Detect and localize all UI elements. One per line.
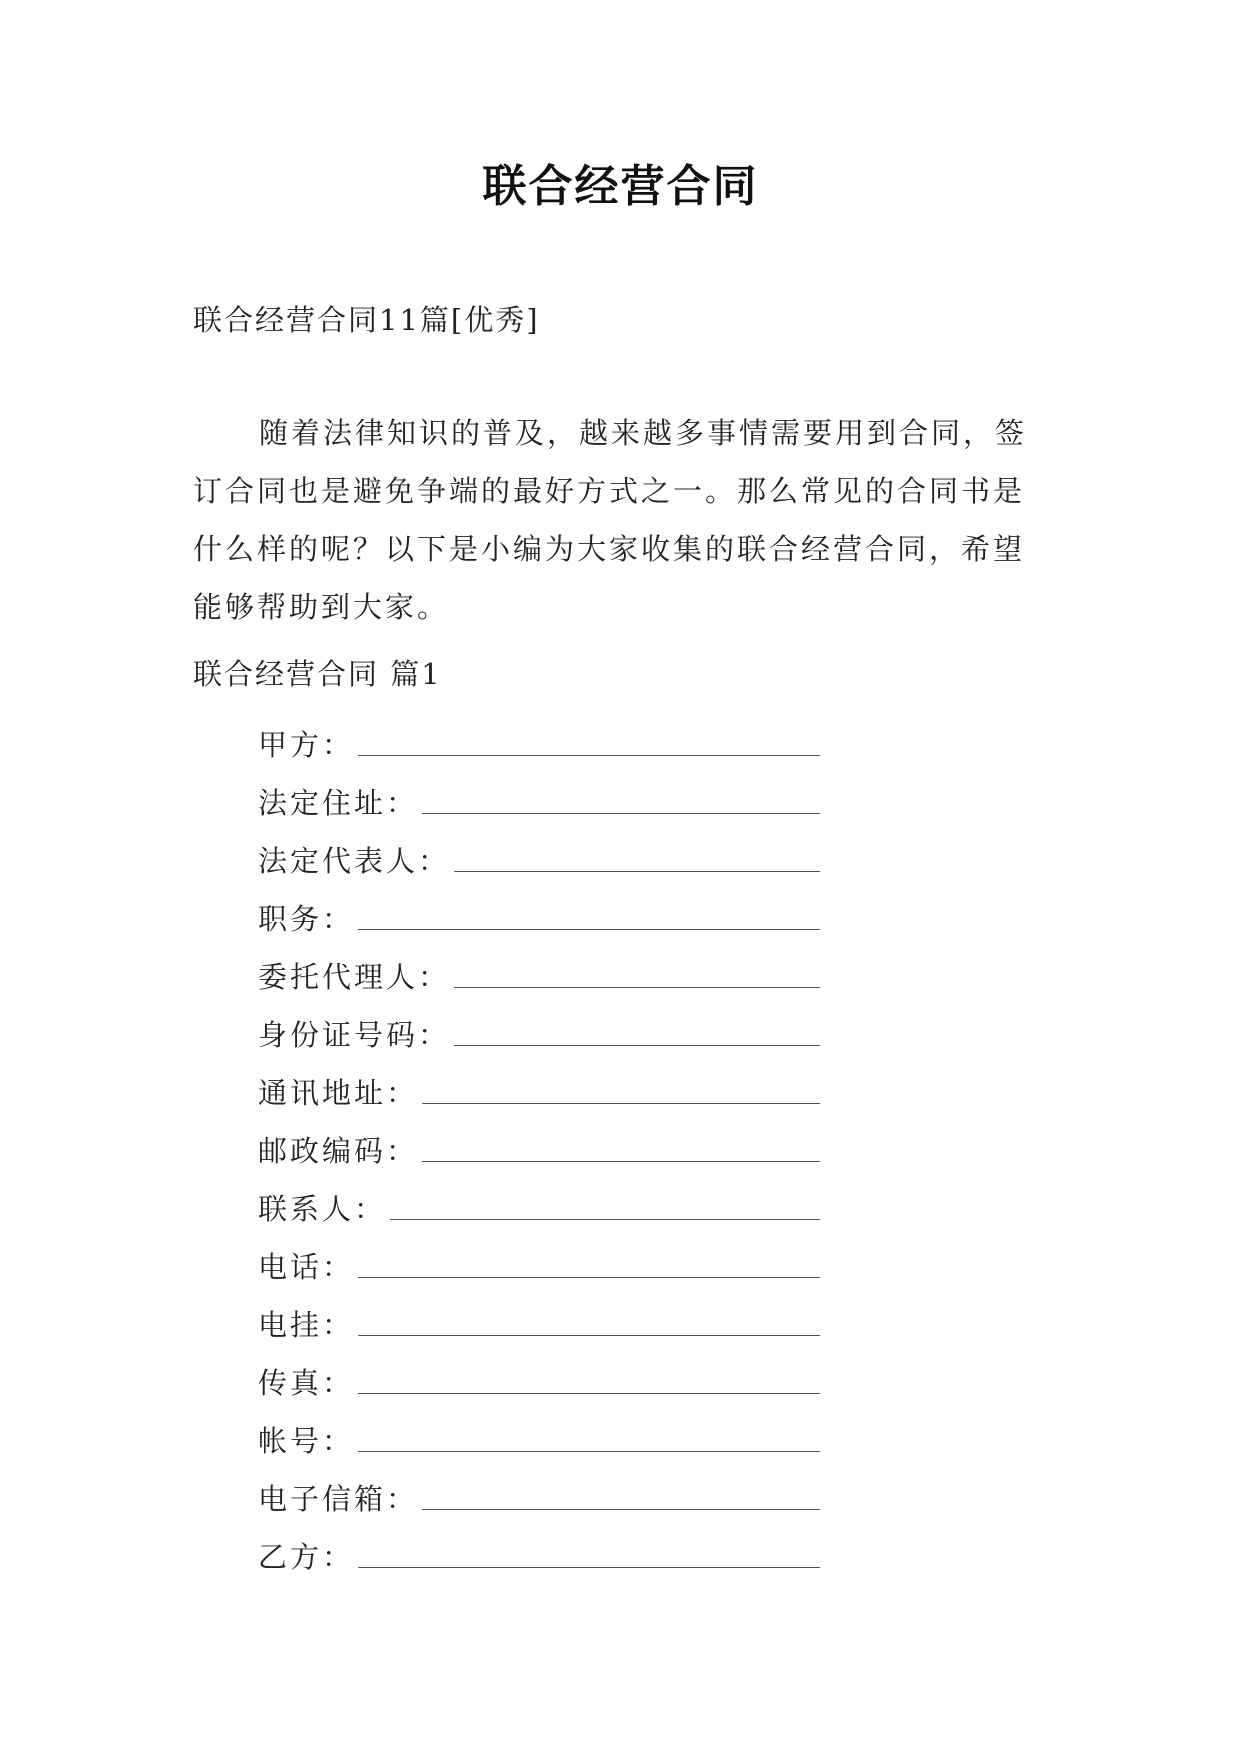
field-row (258, 996, 820, 1054)
field-blank-line[interactable] (358, 928, 820, 930)
field-row (258, 880, 820, 938)
field-blank-line[interactable] (358, 1450, 820, 1452)
field-label: 法定住址： (258, 786, 419, 820)
field-row (258, 938, 820, 996)
field-label: 职务： (258, 902, 355, 936)
field-label: 电话： (258, 1250, 355, 1284)
field-row (258, 706, 820, 764)
field-label: 身份证号码： (258, 1018, 451, 1052)
field-row (258, 1228, 820, 1286)
field-blank-line[interactable] (390, 1218, 820, 1220)
intro-paragraph: 随着法律知识的普及，越来越多事情需要用到合同，签订合同也是避免争端的最好方式之一。那么常见的合同书是什么样的呢？以下是小编为大家收集的联合经营合同，希望能够帮助到大家。 (193, 416, 1028, 624)
field-blank-line[interactable] (358, 754, 820, 756)
field-label: 邮政编码： (258, 1134, 419, 1168)
field-row (258, 764, 820, 822)
field-row (258, 1054, 820, 1112)
field-row (258, 1286, 820, 1344)
field-row (258, 1518, 820, 1576)
field-label: 帐号： (258, 1424, 355, 1458)
field-label: 委托代理人： (258, 960, 451, 994)
field-blank-line[interactable] (422, 1508, 820, 1510)
field-label: 传真： (258, 1366, 355, 1400)
field-blank-line[interactable] (422, 1160, 820, 1162)
field-label: 乙方： (258, 1540, 355, 1574)
field-row (258, 1402, 820, 1460)
field-row (258, 1170, 820, 1228)
contract-party-fields (258, 706, 820, 1576)
field-blank-line[interactable] (454, 986, 820, 988)
field-row (258, 1344, 820, 1402)
field-label: 电挂： (258, 1308, 355, 1342)
field-blank-line[interactable] (422, 1102, 820, 1104)
field-label: 通讯地址： (258, 1076, 419, 1110)
field-row (258, 822, 820, 880)
field-label: 法定代表人： (258, 844, 451, 878)
document-title: 联合经营合同 (482, 161, 759, 212)
field-blank-line[interactable] (454, 870, 820, 872)
field-label: 联系人： (258, 1192, 387, 1226)
field-blank-line[interactable] (358, 1566, 820, 1568)
field-blank-line[interactable] (358, 1392, 820, 1394)
section-heading: 联合经营合同 篇1 (193, 657, 442, 691)
field-label: 甲方： (258, 728, 355, 762)
field-blank-line[interactable] (422, 812, 820, 814)
field-row (258, 1112, 820, 1170)
field-row (258, 1460, 820, 1518)
field-label: 电子信箱： (258, 1482, 419, 1516)
document-subtitle: 联合经营合同11篇[优秀] (193, 303, 540, 337)
field-blank-line[interactable] (358, 1276, 820, 1278)
field-blank-line[interactable] (454, 1044, 820, 1046)
field-blank-line[interactable] (358, 1334, 820, 1336)
